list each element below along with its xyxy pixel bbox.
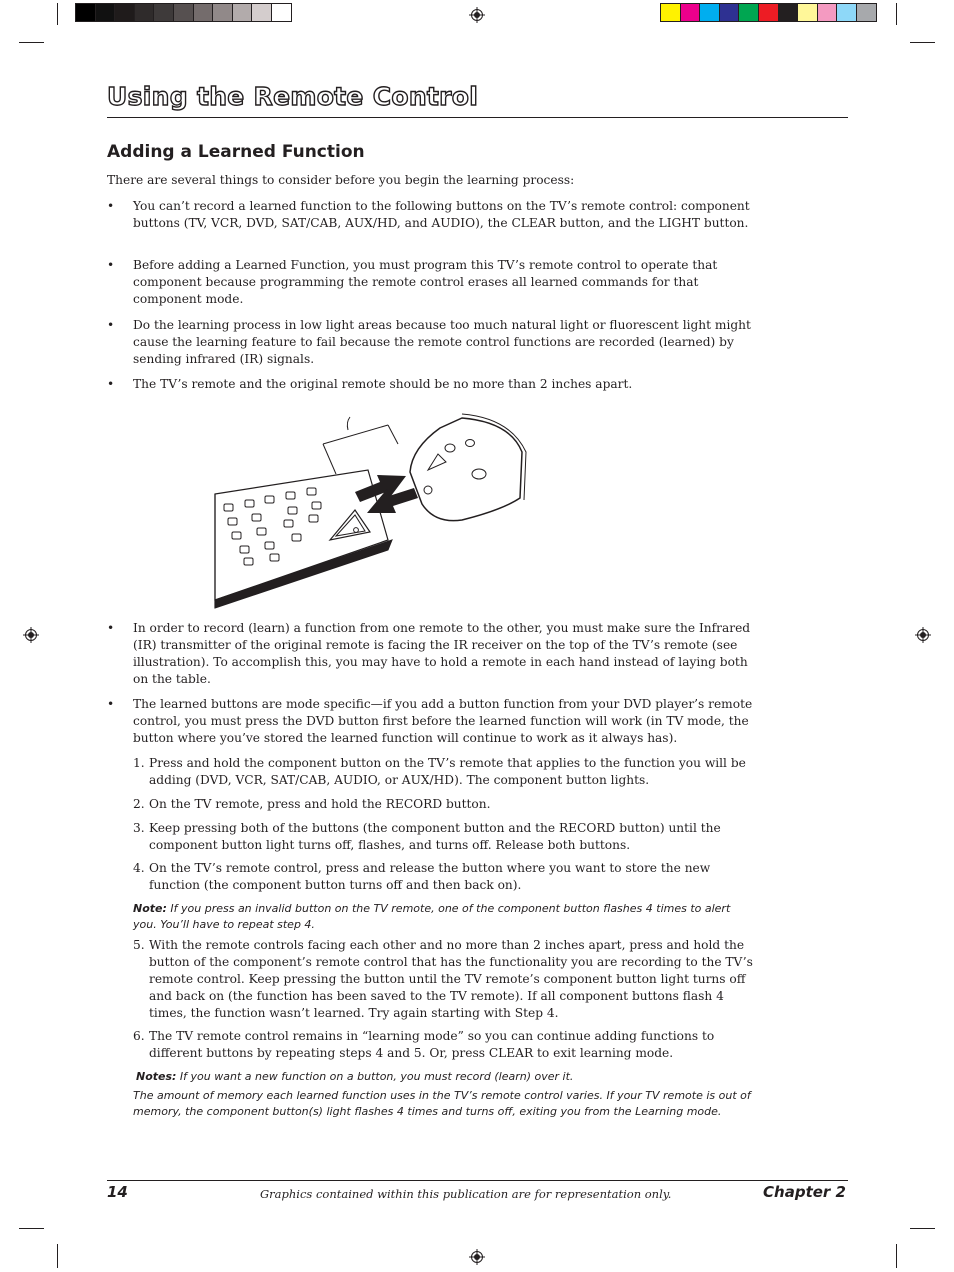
footer-rule	[107, 1180, 848, 1181]
step-number: 2.	[133, 797, 145, 811]
step-number: 4.	[133, 861, 145, 875]
notes-label: Notes:	[136, 1070, 177, 1083]
color-swatch	[719, 3, 740, 22]
original-remote-drawing	[410, 414, 526, 521]
color-swatch	[114, 3, 135, 22]
note-text: If you press an invalid button on the TV remote, one of the component button flashes 4 times to alert you. You’ll have to repeat step 4.	[133, 902, 731, 931]
bullet-marker: •	[107, 258, 115, 272]
registration-mark-icon	[469, 1249, 485, 1265]
notes-paragraph-2: The amount of memory each learned function uses in the TV’s remote control varies. If your TV remote is out of memory, the component button(s) light flashes 4 times and turns off, exiting you from the Learning mode.	[133, 1089, 751, 1118]
color-swatch	[75, 3, 96, 22]
step-number: 6.	[133, 1029, 145, 1043]
page-title: Using the Remote Control	[107, 82, 479, 111]
footer-disclaimer: Graphics contained within this publication are for representation only.	[260, 1187, 672, 1201]
bullet-item: Before adding a Learned Function, you must program this TV’s remote control to operate that component because programming the remote control erases all learned commands for that component mode.	[133, 258, 718, 306]
color-swatch	[173, 3, 194, 22]
step-number: 5.	[133, 938, 145, 952]
section-heading: Adding a Learned Function	[107, 142, 365, 162]
bullet-item: You can’t record a learned function to the following buttons on the TV’s remote control: component buttons (TV, VCR, DVD, SAT/CAB, AUX/HD, and AUDIO), the CLEAR button, and the LIGHT button.	[133, 199, 750, 230]
note-paragraph	[133, 901, 753, 932]
title-rule	[107, 117, 848, 118]
color-swatch	[699, 3, 720, 22]
intro-paragraph: There are several things to consider before you begin the learning process:	[107, 173, 575, 187]
step-text: The TV remote control remains in “learning mode” so you can continue adding functions to different buttons by repeating steps 4 and 5. Or, press CLEAR to exit learning mode.	[149, 1029, 715, 1060]
bullet-item: In order to record (learn) a function from one remote to the other, you must make sure the Infrared (IR) transmitter of the original remote is facing the IR receiver on the top of the TV’s remote (see illustration). To accomplish this, you may have to hold a remote in each hand instead of laying both on the table.	[133, 621, 751, 686]
ir-beam-lines	[323, 417, 398, 474]
bullet-marker: •	[107, 377, 115, 391]
color-swatch	[758, 3, 779, 22]
step-text: Keep pressing both of the buttons (the component button and the RECORD button) until the component button light turns off, flashes, and turns off. Release both buttons.	[149, 821, 721, 852]
bullet-marker: •	[107, 697, 115, 711]
registration-mark-icon	[23, 627, 39, 643]
color-swatch	[212, 3, 233, 22]
bullet-marker: •	[107, 318, 115, 332]
bullet-item: Do the learning process in low light areas because too much natural light or fluorescent light might cause the learning feature to fail because the remote control functions are recorded (learned) by sending infrared (IR) signals.	[133, 318, 751, 366]
notes-paragraph	[136, 1069, 756, 1085]
chapter-label: Chapter 2	[763, 1183, 846, 1201]
color-swatch	[680, 3, 701, 22]
remote-learning-illustration	[210, 412, 530, 617]
page-number: 14	[107, 1183, 128, 1201]
color-swatch	[797, 3, 818, 22]
color-swatch	[271, 3, 292, 22]
step-text: Press and hold the component button on the TV’s remote that applies to the function you will be adding (DVD, VCR, SAT/CAB, AUDIO, or AUX/HD). The component button lights.	[149, 756, 746, 787]
step-number: 1.	[133, 756, 145, 770]
color-swatch	[95, 3, 116, 22]
step-text: On the TV’s remote control, press and release the button where you want to store the new function (the component button turns off and then back on).	[149, 861, 711, 892]
color-swatch	[836, 3, 857, 22]
notes-text: If you want a new function on a button, you must record (learn) over it.	[176, 1070, 574, 1083]
registration-mark-icon	[915, 627, 931, 643]
step-text: On the TV remote, press and hold the RECORD button.	[149, 797, 491, 811]
color-swatch	[134, 3, 155, 22]
color-swatch	[232, 3, 253, 22]
color-swatch	[856, 3, 877, 22]
registration-mark-icon	[469, 7, 485, 23]
color-swatch	[660, 3, 681, 22]
note-label: Note:	[133, 902, 167, 915]
step-number: 3.	[133, 821, 145, 835]
bullet-item: The TV’s remote and the original remote should be no more than 2 inches apart.	[133, 377, 633, 391]
bullet-marker: •	[107, 621, 115, 635]
bullet-item: The learned buttons are mode specific—if you add a button function from your DVD player’s remote control, you must press the DVD button first before the learned function will work (in TV mode, the button where you’ve stored the learned function will continue to work as it always has).	[133, 697, 753, 745]
color-swatch	[817, 3, 838, 22]
color-swatch	[251, 3, 272, 22]
color-swatch	[738, 3, 759, 22]
color-swatch	[778, 3, 799, 22]
step-text: With the remote controls facing each other and no more than 2 inches apart, press and hold the button of the component’s remote control that has the functionality you are recording to the TV’s remote control. Keep pressing the button until the TV remote’s component button light turns off and back on (the function has been saved to the TV remote). If all component buttons flash 4 times, the function wasn’t learned. Try again starting with Step 4.	[149, 938, 753, 1020]
color-swatch	[193, 3, 214, 22]
bullet-marker: •	[107, 199, 115, 213]
color-swatch	[153, 3, 174, 22]
